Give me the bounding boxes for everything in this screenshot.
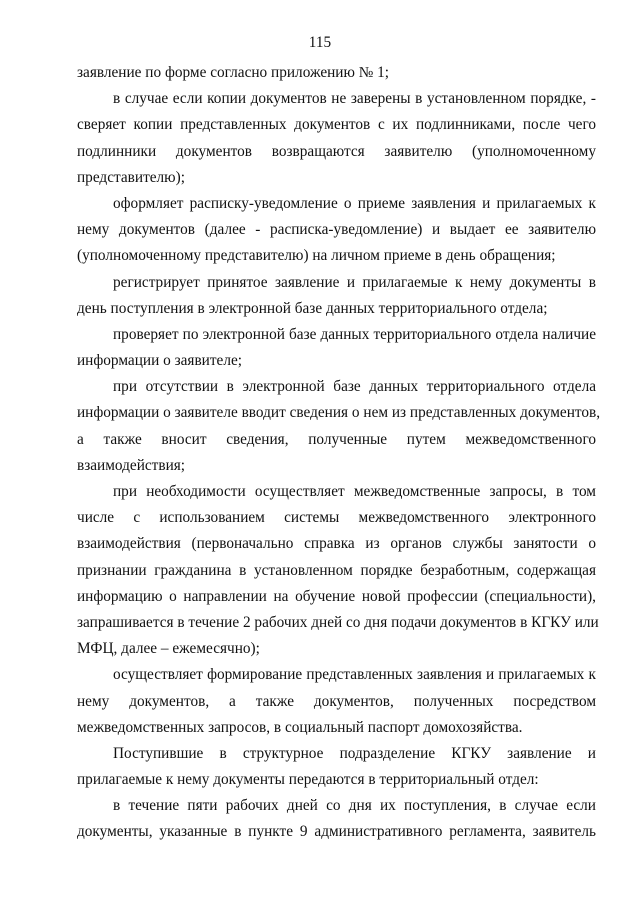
text-line: (уполномоченному представителю) на личном приеме в день обращения; (77, 247, 556, 265)
text-line: запрашивается в течение 2 рабочих дней со дня подачи документов в КГКУ или (77, 613, 599, 631)
text-line: числе с использованием системы межведомственного электронного (77, 509, 596, 527)
paragraph (77, 479, 599, 662)
text-line: нему документов (далее - расписка-уведомление) и выдает ее заявителю (77, 221, 596, 239)
body-text (77, 60, 601, 846)
text-line: информации о заявителе; (77, 352, 242, 370)
text-line: заявление по форме согласно приложению № 1; (77, 64, 390, 81)
text-line: день поступления в электронной базе данных территориального отдела; (77, 299, 548, 317)
paragraph (77, 60, 596, 86)
text-line: оформляет расписку-уведомление о приеме заявления и прилагаемых к (113, 194, 596, 212)
paragraph (77, 374, 601, 479)
text-line: информацию о направлении на обучение новой профессии (специальности), (77, 587, 596, 605)
text-line: в случае если копии документов не заверены в установленном порядке, - (113, 90, 596, 108)
text-line: нему документов, а также документов, полученных посредством (77, 692, 596, 710)
text-line: а также вносит сведения, полученные путем межведомственного (77, 430, 596, 448)
text-line: прилагаемые к нему документы передаются в территориальный отдел: (77, 771, 539, 789)
text-line: подлинники документов возвращаются заявителю (уполномоченному (77, 142, 596, 160)
text-line: признании гражданина в установленном порядке безработным, содержащая (77, 561, 596, 579)
paragraph (77, 86, 596, 191)
text-line: Поступившие в структурное подразделение КГКУ заявление и (113, 744, 596, 762)
paragraph (77, 793, 596, 845)
text-line: в течение пяти рабочих дней со дня их поступления, в случае если (113, 797, 596, 815)
text-line: при отсутствии в электронной базе данных территориального отдела (113, 378, 596, 396)
text-line: при необходимости осуществляет межведомственные запросы, в том (113, 483, 596, 500)
text-line: осуществляет формирование представленных заявления и прилагаемых к (113, 666, 596, 684)
text-line: МФЦ, далее – ежемесячно); (77, 640, 260, 658)
text-line: сверяет копии представленных документов с их подлинниками, после чего (77, 116, 596, 134)
paragraph (77, 741, 596, 793)
text-line: взаимодействия (первоначально справка из органов службы занятости о (77, 535, 596, 553)
paragraph (77, 191, 596, 270)
page-number: 115 (308, 34, 332, 51)
text-line: проверяет по электронной базе данных территориального отдела наличие (113, 325, 596, 343)
text-line: документы, указанные в пункте 9 административного регламента, заявитель (77, 823, 596, 841)
text-line: взаимодействия; (77, 456, 186, 474)
text-line: регистрирует принятое заявление и прилагаемые к нему документы в (113, 273, 596, 291)
paragraph (77, 270, 596, 322)
paragraph (77, 322, 596, 374)
text-line: информации о заявителе вводит сведения о нем из представленных документов, (77, 404, 601, 422)
text-line: межведомственных запросов, в социальный паспорт домохозяйства. (77, 718, 523, 736)
paragraph (77, 662, 596, 741)
text-line: представителю); (77, 168, 185, 186)
